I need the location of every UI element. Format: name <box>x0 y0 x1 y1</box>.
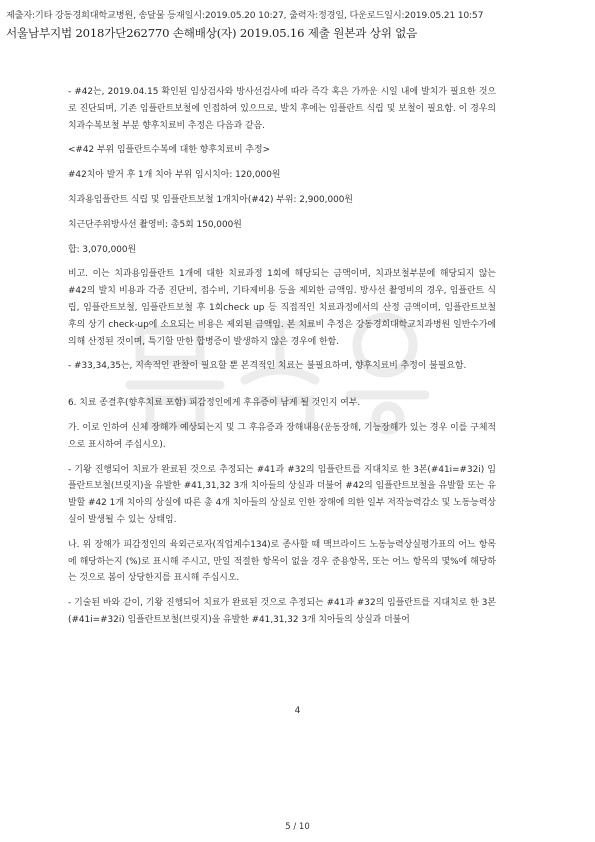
page-number: 4 <box>294 706 301 716</box>
cost-total: 합: 3,070,000원 <box>68 244 137 255</box>
document-meta-line: 제출자:기타 강동경희대학교병원, 송달물 등재일시:2019.05.20 10:27, 출력자:정경일, 다운로드일시:2019.05.21 10:57 <box>6 10 484 21</box>
answer-ga: - 기왕 진행되어 치료가 완료된 것으로 추정되는 #41과 #32의 임플란트를 지대치로 한 3본(#41i=#32i) 임플란트보철(브릿지)을 유발한 #41,31,32 3개 치아들의 상실과 더불어 #42의 임플란트보철을 유발할 또는 유발할 #42 1개 치아의 상실에 따른 총 4개 치아들의 상실로 인한 장해에 의한 일부 저작능력감소 및 노동능력상실이 발생될 수 있는 상태임. <box>68 464 496 525</box>
cost-item-temporary-tooth: #42치아 발거 후 1개 치아 부위 임시치아: 120,000원 <box>68 170 281 181</box>
paragraph-42-diagnosis: - #42는, 2019.04.15 확인된 임상검사와 방사선검사에 따라 즉각 혹은 가까운 시일 내에 발치가 필요한 것으로 진단되며, 기존 임플란트보철에 인접하여 있으므로, 발치 후에는 임플란트 식립 및 보철이 필요함. 이 경우의 치과수복보철 부분 향후치료비 추정은 다음과 같음. <box>68 87 496 131</box>
case-title-line: 서울남부지법 2018가단262770 손해배상(자) 2019.05.16 제출 원본과 상위 없음 <box>6 26 418 40</box>
section-heading-42-estimate: <#42 부위 임플란트수복에 대한 향후치료비 추정> <box>68 145 271 156</box>
page-indicator: 5 / 10 <box>285 822 310 832</box>
paragraph-remarks: 비고. 이는 치과용임플란트 1개에 대한 치료과정 1회에 해당되는 금액이며, 치과보철부분에 해당되지 않는 #42의 발치 비용과 각종 진단비, 접수비, 기타제비용 등을 제외한 금액임. 방사선 촬영비의 경우, 임플란트 식립, 임플란트보철, 임플란트보철 후 1회check up 등 직접적인 치료과정에서의 산정 금액이며, 임플란트보철 후의 상기 check-up에 소요되는 비용은 제외된 금액임. 본 치료비 추정은 강동경희대학교치과병원 일반수가에 의해 산정된 것이며, 특기할 만한 합병증이 발생하지 않은 경우에 한함. <box>68 269 496 347</box>
cost-item-radiograph: 치근단주위방사선 촬영비: 총5회 150,000원 <box>68 219 242 230</box>
answer-na: - 기술된 바와 같이, 기왕 진행되어 치료가 완료된 것으로 추정되는 #41과 #32의 임플란트를 지대치로 한 3본(#41i=#32i) 임플란트보철(브릿지)을 유발한 #41,31,32 3개 치아들의 상실과 더불어 <box>68 598 496 625</box>
question-ga: 가. 이로 인하여 신체 장해가 예상되는지 및 그 후유증과 장해내용(운동장해, 기능장해가 있는 경우 이를 구체적으로 표시하여 주십시오). <box>68 422 496 450</box>
document-body <box>68 84 496 629</box>
cost-item-implant: 치과용임플란트 식립 및 임플란트보철 1개치아(#42) 부위: 2,900,000원 <box>68 194 353 205</box>
paragraph-33-35: - #33,34,35는, 지속적인 관찰이 필요할 뿐 본격적인 치료는 불필요하며, 향후치료비 추정이 불필요함. <box>68 361 467 372</box>
question-na: 나. 위 장해가 피감정인의 육외근로자(직업계수134)로 종사할 때 맥브라이드 노동능력상실평가표의 어느 항목에 해당하는지 (%)로 표시해 주시고, 만일 적절한 항목이 없을 경우 준용항목, 또는 어느 항목의 몇%에 해당하는 것으로 봄이 상당한지를 표시해 주십시오. <box>68 539 496 584</box>
section-heading-6: 6. 치료 종결후(향후치료 포함) 피감정인에게 후유증이 남게 될 것인지 여부. <box>68 398 361 409</box>
